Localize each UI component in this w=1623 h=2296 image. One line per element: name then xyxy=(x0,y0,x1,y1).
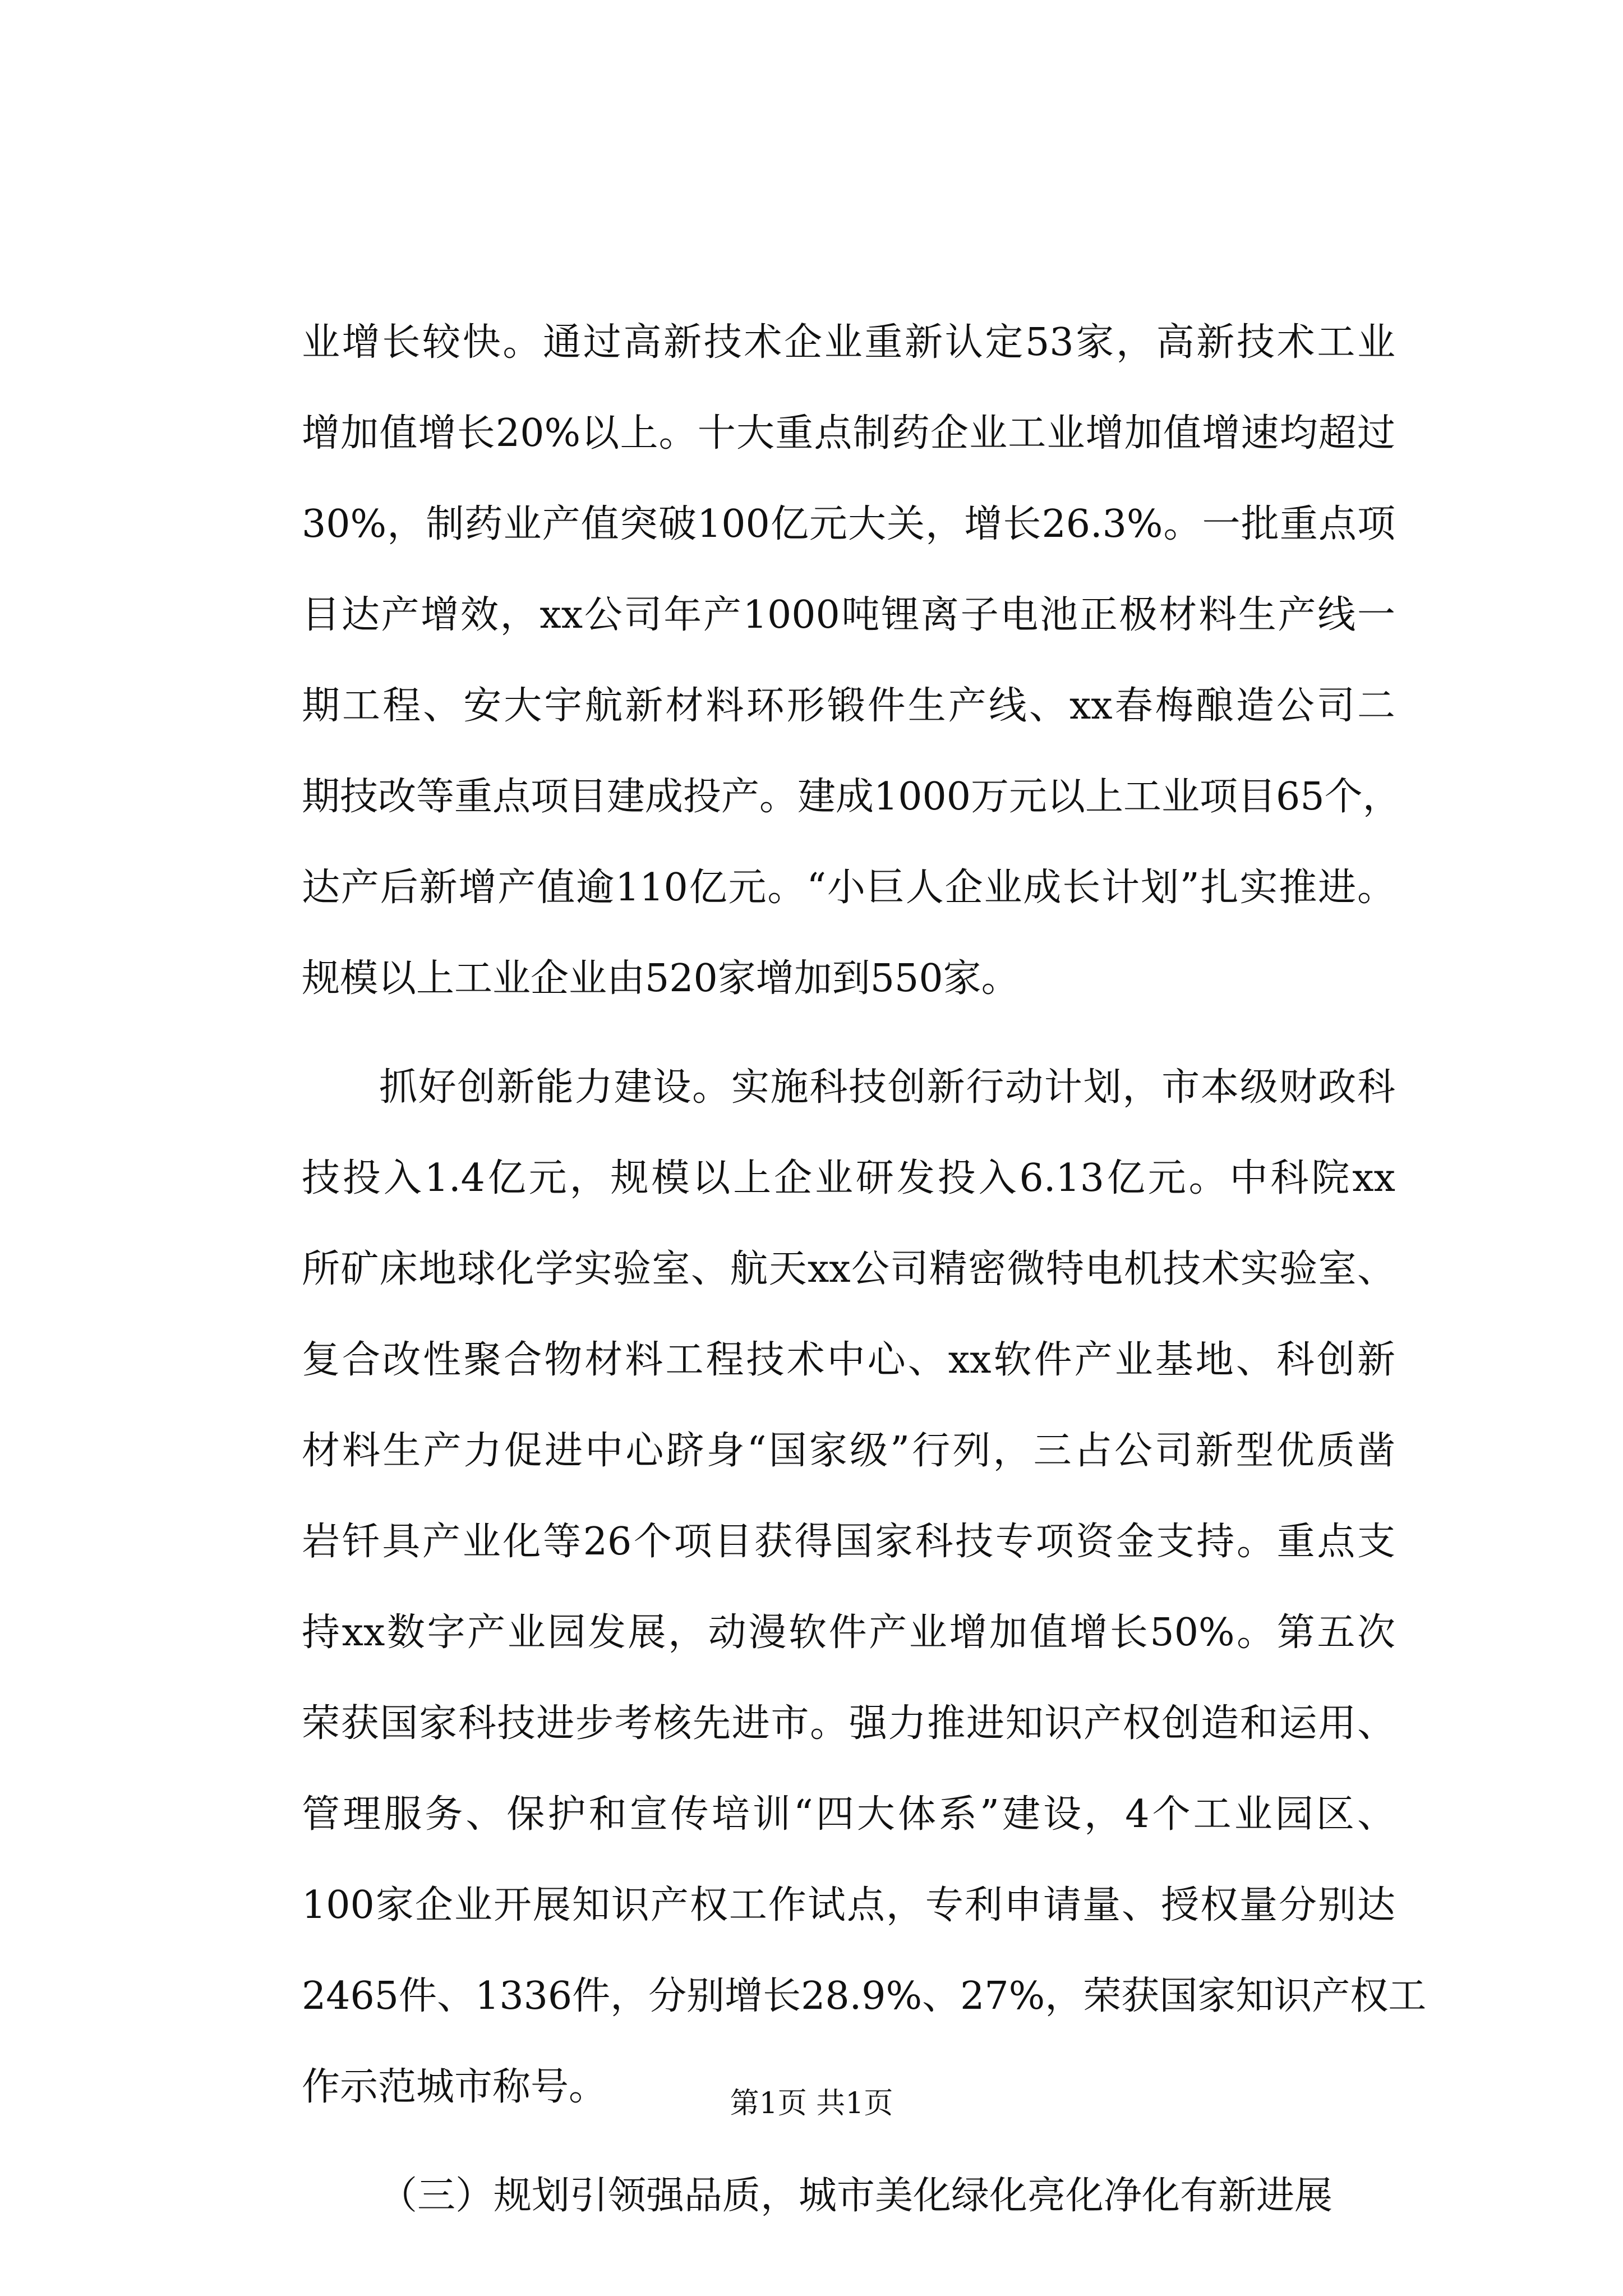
paragraph-line: 规模以上工业企业由520家增加到550家。 xyxy=(302,956,1020,1001)
page-number-label: 第1页 共1页 xyxy=(730,2087,893,2120)
paragraph-line: 复合改性聚合物材料工程技术中心、xx软件产业基地、科创新 xyxy=(302,1338,1395,1382)
paragraph-line: 荣获国家科技进步考核先进市。强力推进知识产权创造和运用、 xyxy=(302,1701,1395,1746)
paragraph-innovation-capacity xyxy=(302,1042,1427,2133)
paragraph-line: 岩钎具产业化等26个项目获得国家科技专项资金支持。重点支 xyxy=(302,1520,1395,1564)
paragraph-line: 材料生产力促进中心跻身“国家级”行列，三占公司新型优质凿 xyxy=(302,1429,1395,1473)
paragraph-line: 持xx数字产业园发展，动漫软件产业增加值增长50%。第五次 xyxy=(302,1611,1395,1655)
page-footer xyxy=(0,2087,1623,2120)
paragraph-line: 业增长较快。通过高新技术企业重新认定53家，高新技术工业 xyxy=(302,320,1395,365)
paragraph-line: 所矿床地球化学实验室、航天xx公司精密微特电机技术实验室、 xyxy=(302,1247,1395,1291)
paragraph-line: 2465件、1336件，分别增长28.9%、27%，荣获国家知识产权工 xyxy=(302,1974,1427,2018)
paragraph-line: 达产后新增产值逾110亿元。“小巨人企业成长计划”扎实推进。 xyxy=(302,866,1395,910)
paragraph-line: 管理服务、保护和宣传培训“四大体系”建设，4个工业园区、 xyxy=(302,1792,1395,1837)
paragraph-line: 技投入1.4亿元，规模以上企业研发投入6.13亿元。中科院xx xyxy=(302,1156,1395,1200)
section-heading: （三）规划引领强品质，城市美化绿化亮化净化有新进展 xyxy=(379,2174,1333,2218)
paragraph-line: 目达产增效，xx公司年产1000吨锂离子电池正极材料生产线一 xyxy=(302,593,1395,637)
paragraph-industry-growth xyxy=(302,297,1401,1024)
paragraph-line: 期工程、安大宇航新材料环形锻件生产线、xx春梅酿造公司二 xyxy=(302,684,1395,728)
paragraph-line: 100家企业开展知识产权工作试点，专利申请量、授权量分别达 xyxy=(302,1883,1395,1927)
paragraph-spacer xyxy=(302,2133,1395,2151)
document-body xyxy=(302,297,1427,2242)
paragraph-line: 作示范城市称号。 xyxy=(302,2065,607,2109)
paragraph-line: 抓好创新能力建设。实施科技创新行动计划，市本级财政科 xyxy=(379,1065,1395,1110)
paragraph-line: 30%，制药业产值突破100亿元大关，增长26.3%。一批重点项 xyxy=(302,502,1395,546)
paragraph-line: 增加值增长20%以上。十大重点制药企业工业增加值增速均超过 xyxy=(302,411,1395,455)
paragraph-line: 期技改等重点项目建成投产。建成1000万元以上工业项目65个， xyxy=(302,775,1401,819)
paragraph-spacer xyxy=(302,1024,1395,1042)
